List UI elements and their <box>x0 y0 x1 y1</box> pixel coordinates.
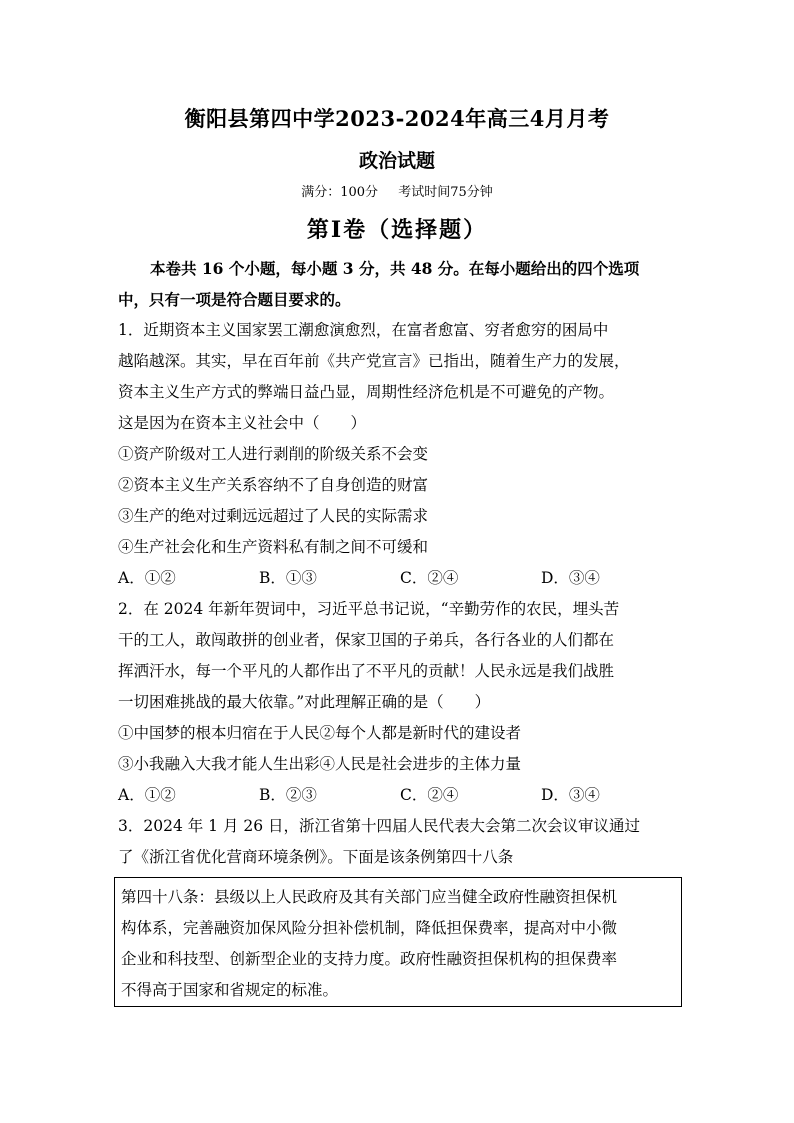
option-c: C．②④ <box>400 786 459 804</box>
option-a: A．①② <box>118 786 176 804</box>
exam-subject: 政治试题 <box>358 150 435 172</box>
exam-title: 衡阳县第四中学2023-2024年高三4月月考 <box>184 106 610 131</box>
quote-line: 不得高于国家和省规定的标准。 <box>121 981 339 999</box>
option-d: D．③④ <box>541 569 600 587</box>
question-1-stem: 这是因为在资本主义社会中（ ） <box>118 414 367 432</box>
question-2-stem: 一切困难挑战的最大依靠。”对此理解正确的是（ ） <box>118 693 491 711</box>
option-d: D．③④ <box>541 786 600 804</box>
question-2-statement: ①中国梦的根本归宿在于人民②每个人都是新时代的建设者 <box>118 724 522 742</box>
quote-line: 第四十八条：县级以上人民政府及其有关部门应当健全政府性融资担保机 <box>121 888 618 906</box>
article-quote-box <box>114 877 682 1007</box>
exam-meta <box>0 181 794 200</box>
question-3-stem: 了《浙江省优化营商环境条例》。下面是该条例第四十八条 <box>118 848 514 866</box>
question-2-options <box>118 780 686 811</box>
question-1-statement: ③生产的绝对过剩远远超过了人民的实际需求 <box>118 507 429 525</box>
option-b: B．②③ <box>259 786 317 804</box>
question-1-statement: ②资本主义生产关系容纳不了自身创造的财富 <box>118 476 429 494</box>
question-1-stem: 1．近期资本主义国家罢工潮愈演愈烈，在富者愈富、穷者愈穷的困局中 <box>118 321 609 339</box>
instruction-line: 中，只有一项是符合题目要求的。 <box>118 290 351 309</box>
question-1-statement: ①资产阶级对工人进行剥削的阶级关系不会变 <box>118 445 429 463</box>
option-c: C．②④ <box>400 569 459 587</box>
question-2-stem: 2．在 2024 年新年贺词中，习近平总书记说，“辛勤劳作的农民，埋头苦 <box>118 600 620 618</box>
question-2-stem: 挥洒汗水，每一个平凡的人都作出了不平凡的贡献！人民永远是我们战胜 <box>118 662 615 680</box>
question-content <box>118 253 686 873</box>
option-b: B．①③ <box>259 569 317 587</box>
exam-time: 考试时间75分钟 <box>398 185 493 200</box>
question-3-stem: 3．2024 年 1 月 26 日，浙江省第十四届人民代表大会第二次会议审议通过 <box>118 817 641 835</box>
section-title: 第Ⅰ卷（选择题） <box>306 217 488 243</box>
instruction-line: 本卷共 16 个小题，每小题 3 分，共 48 分。在每小题给出的四个选项 <box>150 259 640 278</box>
question-1-stem: 越陷越深。其实，早在百年前《共产党宣言》已指出，随着生产力的发展， <box>118 352 630 370</box>
quote-line: 企业和科技型、创新型企业的支持力度。政府性融资担保机构的担保费率 <box>121 950 618 968</box>
question-1-statement: ④生产社会化和生产资料私有制之间不可缓和 <box>118 538 429 556</box>
question-1-options <box>118 563 686 594</box>
full-score: 满分：100分 <box>301 185 379 200</box>
question-2-stem: 干的工人，敢闯敢拼的创业者，保家卫国的子弟兵，各行各业的人们都在 <box>118 631 615 649</box>
quote-line: 构体系，完善融资加保风险分担补偿机制，降低担保费率，提高对中小微 <box>121 919 618 937</box>
question-1-stem: 资本主义生产方式的弊端日益凸显，周期性经济危机是不可避免的产物。 <box>118 383 615 401</box>
option-a: A．①② <box>118 569 176 587</box>
question-2-statement: ③小我融入大我才能人生出彩④人民是社会进步的主体力量 <box>118 755 522 773</box>
